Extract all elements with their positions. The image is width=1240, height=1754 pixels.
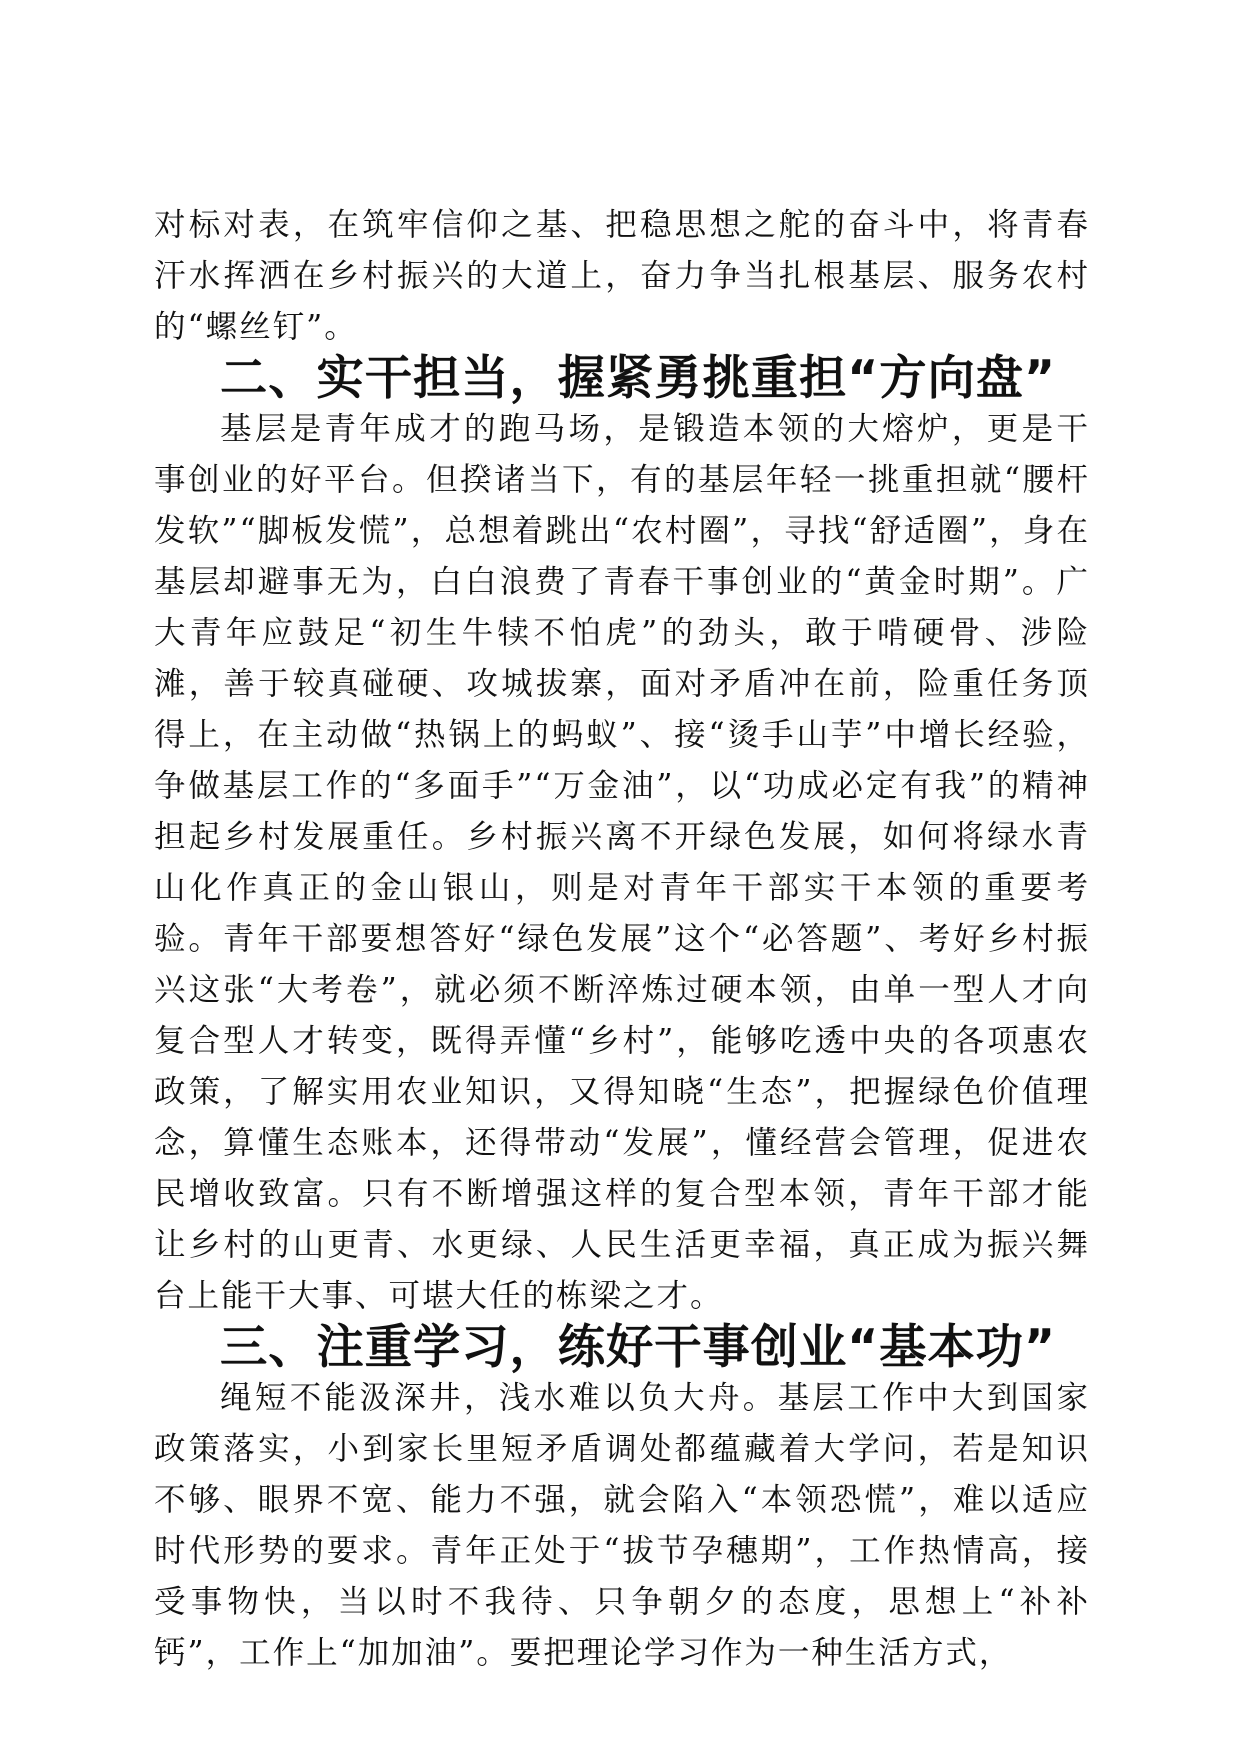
section-heading-2: 二、实干担当，握紧勇挑重担“方向盘” (220, 351, 1057, 406)
section-heading-3: 三、注重学习，练好干事创业“基本功” (220, 1320, 1057, 1375)
paragraph-continued: 对标对表，在筑牢信仰之基、把稳思想之舵的奋斗中，将青春汗水挥洒在乡村振兴的大道上，奋力争当扎根基层、服务农村的“螺丝钉”。 (154, 207, 1090, 345)
paragraph-section-2: 基层是青年成才的跑马场，是锻造本领的大熔炉，更是干事创业的好平台。但揆诸当下，有的基层年轻一挑重担就“腰杆发软”“脚板发慌”，总想着跳出“农村圈”，寻找“舒适圈”，身在基层却避事无为，白白浪费了青春干事创业的“黄金时期”。广大青年应鼓足“初生牛犊不怕虎”的劲头，敢于啃硬骨、涉险滩，善于较真碰硬、攻城拔寨，面对矛盾冲在前，险重任务顶得上，在主动做“热锅上的蚂蚁”、接“烫手山芋”中增长经验，争做基层工作的“多面手”“万金油”，以“功成必定有我”的精神担起乡村发展重任。乡村振兴离不开绿色发展，如何将绿水青山化作真正的金山银山，则是对青年干部实干本领的重要考验。青年干部要想答好“绿色发展”这个“必答题”、考好乡村振兴这张“大考卷”，就必须不断淬炼过硬本领，由单一型人才向复合型人才转变，既得弄懂“乡村”，能够吃透中央的各项惠农政策，了解实用农业知识，又得知晓“生态”，把握绿色价值理念，算懂生态账本，还得带动“发展”，懂经营会管理，促进农民增收致富。只有不断增强这样的复合型本领，青年干部才能让乡村的山更青、水更绿、人民生活更幸福，真正成为振兴舞台上能干大事、可堪大任的栋梁之才。 (154, 411, 1090, 1314)
paragraph-section-3: 绳短不能汲深井，浅水难以负大舟。基层工作中大到国家政策落实，小到家长里短矛盾调处都蕴藏着大学问，若是知识不够、眼界不宽、能力不强，就会陷入“本领恐慌”，难以适应时代形势的要求。青年正处于“拔节孕穗期”，工作热情高，接受事物快，当以时不我待、只争朝夕的态度，思想上“补补钙”，工作上“加加油”。要把理论学习作为一种生活方式， (154, 1380, 1090, 1671)
document-page (154, 200, 1090, 1679)
